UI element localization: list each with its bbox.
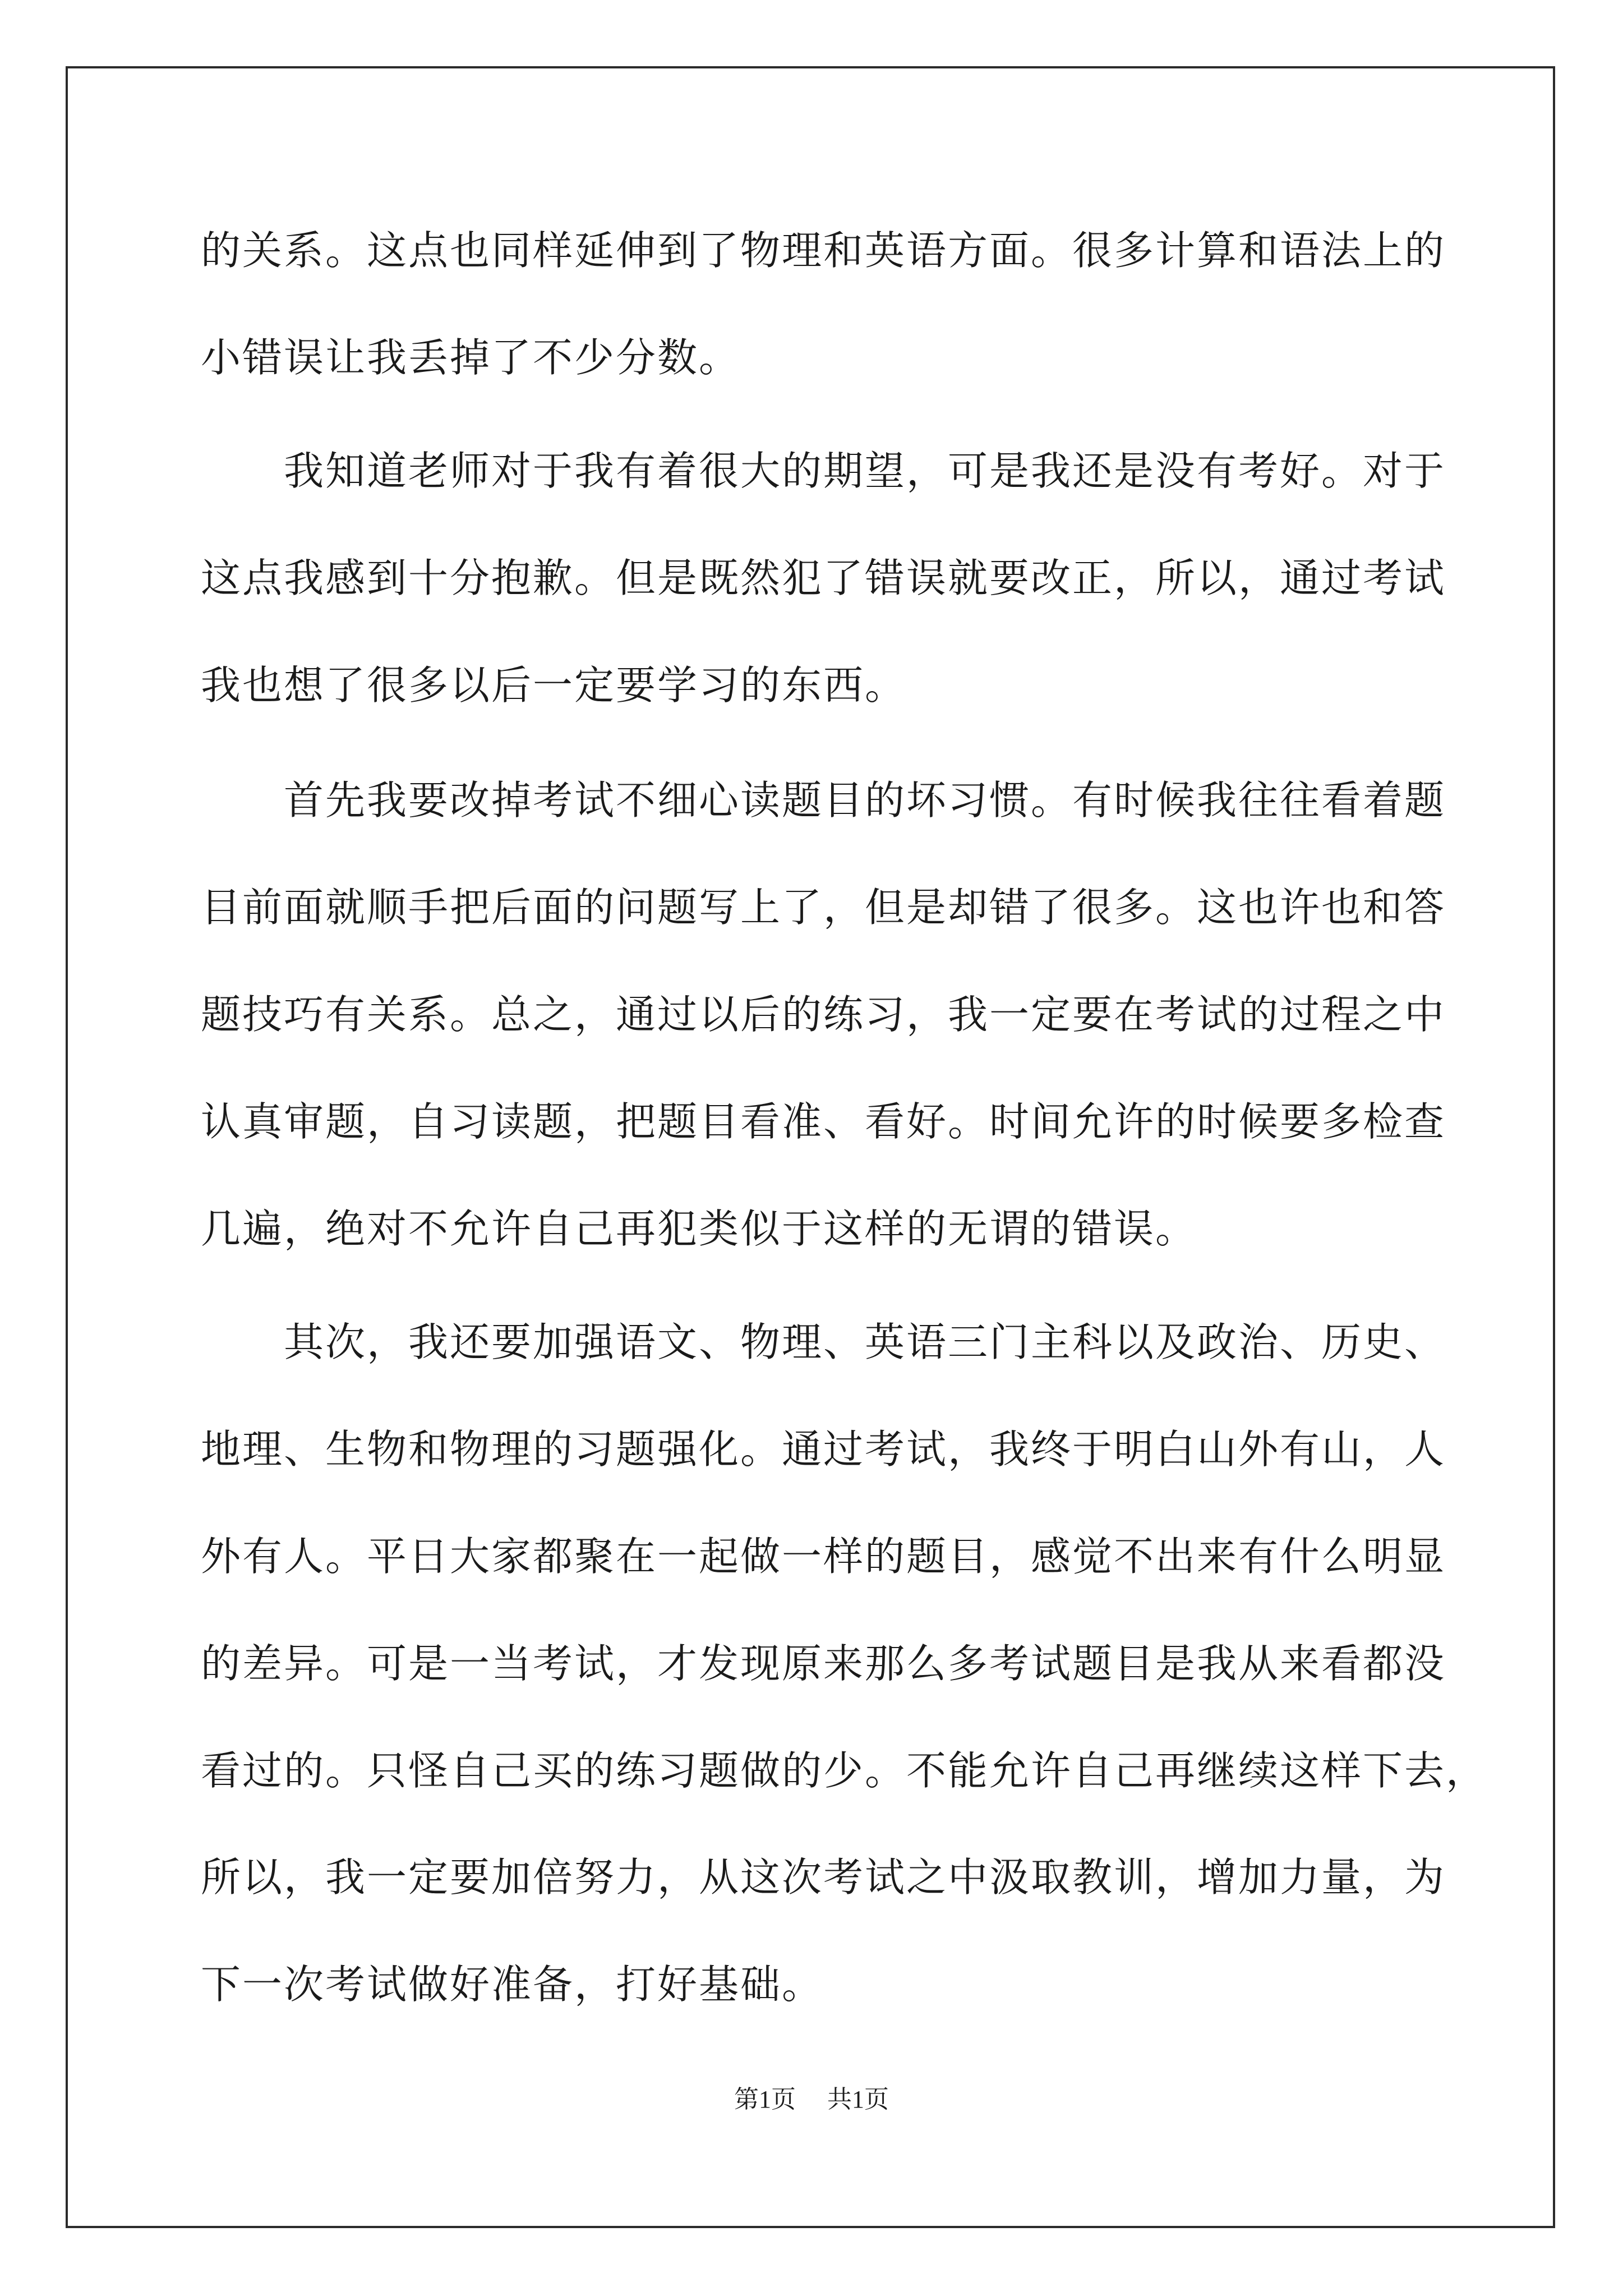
text-line: 认真审题，自习读题，把题目看准、看好。时间允许的时候要多检查	[201, 1098, 1446, 1145]
paragraph-first-line: 首先我要改掉考试不细心读题目的坏习惯。有时候我往往看着题	[284, 777, 1446, 823]
text-line: 目前面就顺手把后面的问题写上了，但是却错了很多。这也许也和答	[201, 884, 1446, 931]
text-line: 地理、生物和物理的习题强化。通过考试，我终于明白山外有山，人	[201, 1426, 1446, 1473]
text-line: 题技巧有关系。总之，通过以后的练习，我一定要在考试的过程之中	[201, 991, 1446, 1038]
text-line: 小错误让我丢掉了不少分数。	[201, 334, 741, 381]
text-line: 看过的。只怪自己买的练习题做的少。不能允许自己再继续这样下去，	[201, 1747, 1488, 1794]
page-total: 共1页	[827, 2086, 889, 2113]
text-line: 的差异。可是一当考试，才发现原来那么多考试题目是我从来看都没	[201, 1640, 1446, 1687]
page-footer	[0, 2084, 1623, 2115]
text-line: 外有人。平日大家都聚在一起做一样的题目，感觉不出来有什么明显	[201, 1533, 1446, 1580]
text-line: 所以，我一定要加倍努力，从这次考试之中汲取教训，增加力量，为	[201, 1854, 1446, 1901]
paragraph-first-line: 其次，我还要加强语文、物理、英语三门主科以及政治、历史、	[284, 1319, 1446, 1365]
text-line: 几遍，绝对不允许自己再犯类似于这样的无谓的错误。	[201, 1205, 1197, 1252]
paragraph-first-line: 我知道老师对于我有着很大的期望，可是我还是没有考好。对于	[284, 448, 1446, 494]
text-line: 我也想了很多以后一定要学习的东西。	[201, 662, 907, 708]
text-line: 这点我感到十分抱歉。但是既然犯了错误就要改正，所以，通过考试	[201, 555, 1446, 601]
page-number: 第1页	[734, 2086, 796, 2113]
text-line: 下一次考试做好准备，打好基础。	[201, 1961, 824, 2008]
text-line: 的关系。这点也同样延伸到了物理和英语方面。很多计算和语法上的	[201, 227, 1446, 274]
page-border	[66, 66, 1555, 2228]
